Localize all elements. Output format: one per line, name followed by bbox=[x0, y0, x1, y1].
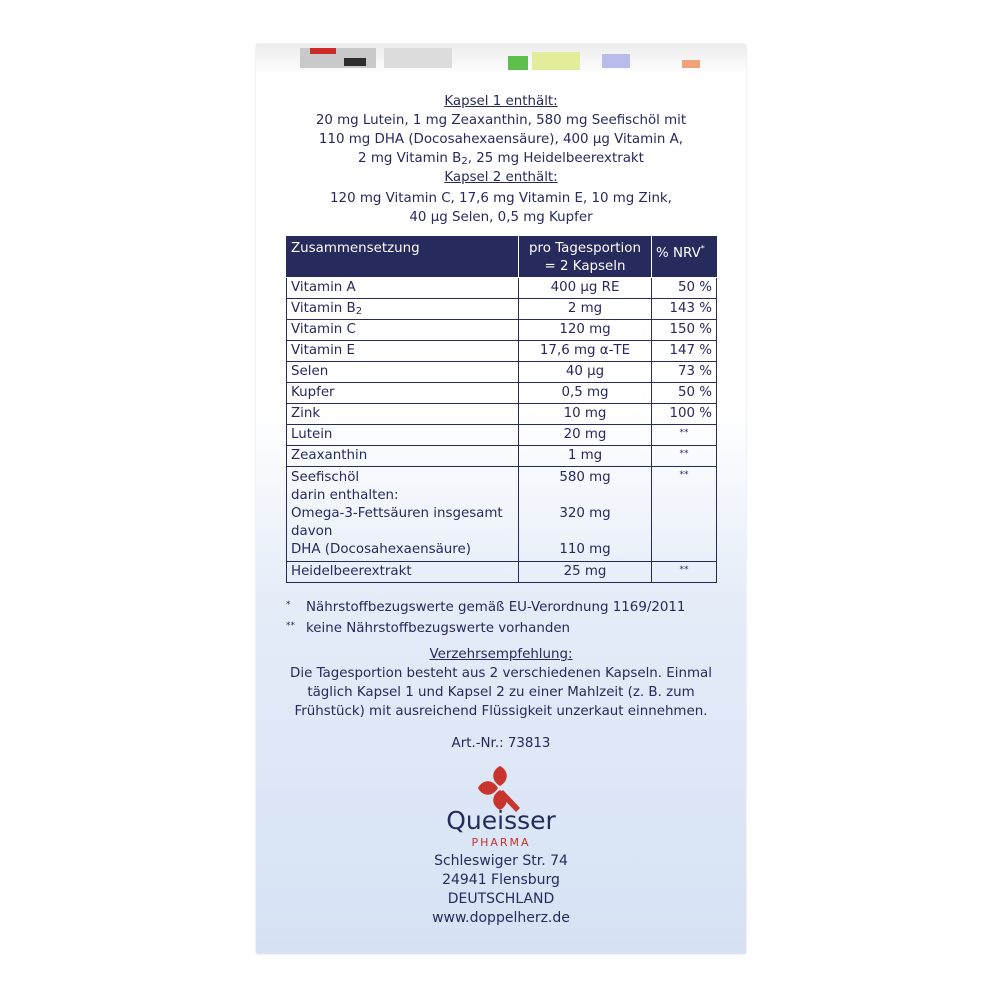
nutrient-name: Vitamin A bbox=[287, 278, 519, 299]
nutrient-nrv: ** bbox=[652, 467, 717, 562]
nutrient-amount: 580 mg 320 mg 110 mg bbox=[519, 467, 652, 562]
nutrient-name: Zeaxanthin bbox=[287, 446, 519, 467]
nutrient-amount: 10 mg bbox=[519, 404, 652, 425]
flap-artwork bbox=[602, 54, 630, 68]
capsule1-heading: Kapsel 1 enthält: bbox=[444, 94, 558, 109]
website-link: www.doppelherz.de bbox=[432, 910, 570, 926]
brand-sub: PHARMA bbox=[471, 836, 531, 849]
address-line: 24941 Flensburg bbox=[442, 872, 560, 888]
table-row bbox=[287, 562, 717, 583]
flap-artwork bbox=[384, 48, 452, 68]
top-flap-strip bbox=[256, 44, 746, 74]
table-row bbox=[287, 425, 717, 446]
table-header-row bbox=[287, 237, 717, 278]
nutrient-nrv: 73 % bbox=[652, 362, 717, 383]
nutrient-amount: 17,6 mg α-TE bbox=[519, 341, 652, 362]
brand-name: Queisser bbox=[446, 806, 556, 835]
table-row bbox=[287, 299, 717, 320]
nutrient-nrv: 50 % bbox=[652, 383, 717, 404]
nutrient-nrv: 100 % bbox=[652, 404, 717, 425]
nutrient-name: Selen bbox=[287, 362, 519, 383]
nutrient-nrv: ** bbox=[652, 425, 717, 446]
nutrient-nrv: 147 % bbox=[652, 341, 717, 362]
nutrient-nrv: 150 % bbox=[652, 320, 717, 341]
nutrient-amount: 0,5 mg bbox=[519, 383, 652, 404]
nutrient-amount: 40 µg bbox=[519, 362, 652, 383]
address-line: DEUTSCHLAND bbox=[447, 891, 555, 907]
nutrient-name: Heidelbeerextrakt bbox=[287, 562, 519, 583]
table-row bbox=[287, 383, 717, 404]
capsule2-line: 120 mg Vitamin C, 17,6 mg Vitamin E, 10 mg Zink, bbox=[330, 191, 672, 206]
recommendation-line: Die Tagesportion besteht aus 2 verschiedenen Kapseln. Einmal bbox=[290, 666, 712, 681]
flap-artwork bbox=[508, 56, 528, 70]
nutrient-name: Kupfer bbox=[287, 383, 519, 404]
nutrient-amount: 1 mg bbox=[519, 446, 652, 467]
footnotes bbox=[286, 596, 685, 638]
table-row bbox=[287, 446, 717, 467]
nutrient-amount: 2 mg bbox=[519, 299, 652, 320]
footnote: * Nährstoffbezugswerte gemäß EU-Verordnung 1169/2011 bbox=[286, 600, 686, 615]
header-per-day: pro Tagesportion = 2 Kapseln bbox=[519, 237, 652, 278]
nutrient-nrv: 143 % bbox=[652, 299, 717, 320]
flap-artwork bbox=[682, 60, 700, 68]
article-number: Art.-Nr.: 73813 bbox=[451, 736, 551, 751]
footnote: ** keine Nährstoffbezugswerte vorhanden bbox=[286, 621, 571, 636]
capsule2-heading: Kapsel 2 enthält: bbox=[444, 170, 558, 185]
nutrient-name: Zink bbox=[287, 404, 519, 425]
nutrient-name: Lutein bbox=[287, 425, 519, 446]
header-composition: Zusammensetzung bbox=[287, 237, 519, 278]
address-line: Schleswiger Str. 74 bbox=[434, 853, 568, 869]
recommendation-heading: Verzehrsempfehlung: bbox=[429, 647, 573, 662]
flap-artwork bbox=[532, 52, 580, 70]
capsule1-line: 2 mg Vitamin $B_2$, 25 mg Heidelbeerextrakt bbox=[358, 151, 644, 167]
nutrient-amount: 20 mg bbox=[519, 425, 652, 446]
nutrient-amount: 120 mg bbox=[519, 320, 652, 341]
table-row bbox=[287, 404, 717, 425]
table-row bbox=[287, 278, 717, 299]
nutrient-name: Vitamin E bbox=[287, 341, 519, 362]
header-nrv: % NRV* bbox=[652, 237, 717, 278]
nutrient-amount: 400 µg RE bbox=[519, 278, 652, 299]
nutrient-name: Seefischöl darin enthalten: Omega-3-Fettsäuren insgesamt davon DHA (Docosahexaensäure) bbox=[287, 467, 519, 562]
nutrient-nrv: ** bbox=[652, 562, 717, 583]
flap-artwork bbox=[300, 48, 376, 68]
nutrient-amount: 25 mg bbox=[519, 562, 652, 583]
table-row bbox=[287, 362, 717, 383]
table-row bbox=[287, 320, 717, 341]
nutrient-name: Vitamin $B_2$ bbox=[287, 299, 519, 320]
nutrient-nrv: 50 % bbox=[652, 278, 717, 299]
nutrient-nrv: ** bbox=[652, 446, 717, 467]
package-back bbox=[256, 44, 746, 954]
nutrient-name: Vitamin C bbox=[287, 320, 519, 341]
table-row-fish-oil bbox=[287, 467, 717, 562]
recommendation-line: Frühstück) mit ausreichend Flüssigkeit unzerkaut einnehmen. bbox=[294, 704, 708, 719]
capsule1-line: 20 mg Lutein, 1 mg Zeaxanthin, 580 mg Seefischöl mit bbox=[315, 113, 687, 128]
capsule1-line: 110 mg DHA (Docosahexaensäure), 400 µg Vitamin A, bbox=[318, 132, 684, 147]
nutrition-table bbox=[286, 236, 717, 583]
capsule2-line: 40 µg Selen, 0,5 mg Kupfer bbox=[409, 210, 593, 225]
table-row bbox=[287, 341, 717, 362]
recommendation-line: täglich Kapsel 1 und Kapsel 2 zu einer Mahlzeit (z. B. zum bbox=[307, 685, 695, 700]
